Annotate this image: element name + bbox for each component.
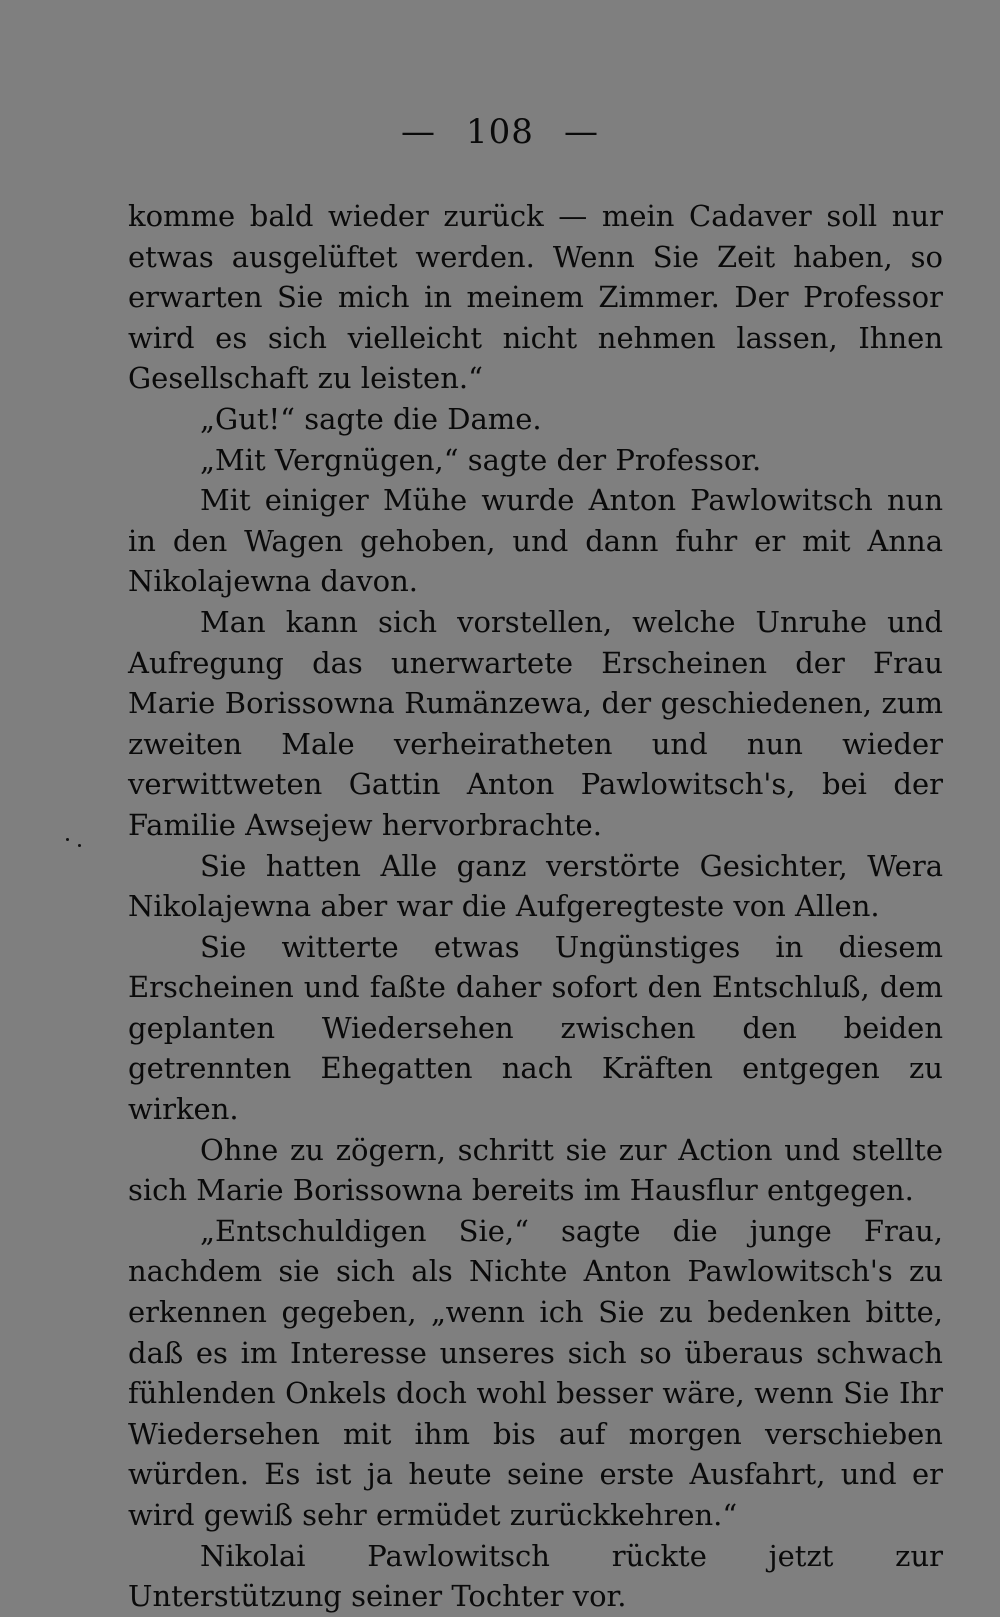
body-text [128, 196, 943, 1617]
paragraph-2: „Gut!“ sagte die Dame. [200, 401, 542, 436]
paragraph-5: Man kann sich vorstellen, welche Unruhe und Aufregung das unerwartete Erscheinen der Frau Marie Borissowna Rumänzewa, der geschiedenen, zum zweiten Male verheiratheten und nun wieder verwittweten Gattin Anton Pawlowitsch's, bei der Familie Awsejew hervorbrachte. [128, 604, 943, 842]
paragraph-4: Mit einiger Mühe wurde Anton Pawlowitsch nun in den Wagen gehoben, und dann fuhr er mit Anna Nikolajewna davon. [128, 483, 943, 599]
print-speck [66, 838, 82, 848]
paragraph-1: komme bald wieder zurück — mein Cadaver soll nur etwas ausgelüftet werden. Wenn Sie Zeit haben, so erwarten Sie mich in meinem Zimmer. Der Professor wird es sich vielleicht nicht nehmen lassen, Ihnen Gesellschaft zu leisten.“ [128, 199, 943, 396]
paragraph-3: „Mit Vergnügen,“ sagte der Professor. [200, 442, 762, 477]
paragraph-8: Ohne zu zögern, schritt sie zur Action und stellte sich Marie Borissowna bereits im Hausflur entgegen. [128, 1132, 943, 1208]
paragraph-10: Nikolai Pawlowitsch rückte jetzt zur Unterstützung seiner Tochter vor. [128, 1538, 943, 1614]
paragraph-9: „Entschuldigen Sie,“ sagte die junge Frau, nachdem sie sich als Nichte Anton Pawlowitsch's zu erkennen gegeben, „wenn ich Sie zu bedenken bitte, daß es im Interesse unseres sich so überaus schwach fühlenden Onkels doch wohl besser wäre, wenn Sie Ihr Wiedersehen mit ihm bis auf morgen verschieben würden. Es ist ja heute seine erste Ausfahrt, und er wird gewiß sehr ermüdet zurückkehren.“ [128, 1213, 943, 1532]
header-dash-right: — [563, 112, 599, 152]
paragraph-6: Sie hatten Alle ganz verstörte Gesichter, Wera Nikolajewna aber war die Aufgeregteste von Allen. [128, 848, 943, 924]
header-dash-left: — [401, 112, 437, 152]
page-header [0, 112, 1000, 152]
page-number: 108 [466, 112, 534, 152]
paragraph-7: Sie witterte etwas Ungünstiges in diesem Erscheinen und faßte daher sofort den Entschluß, dem geplanten Wiedersehen zwischen den beiden getrennten Ehegatten nach Kräften entgegen zu wirken. [128, 929, 943, 1127]
